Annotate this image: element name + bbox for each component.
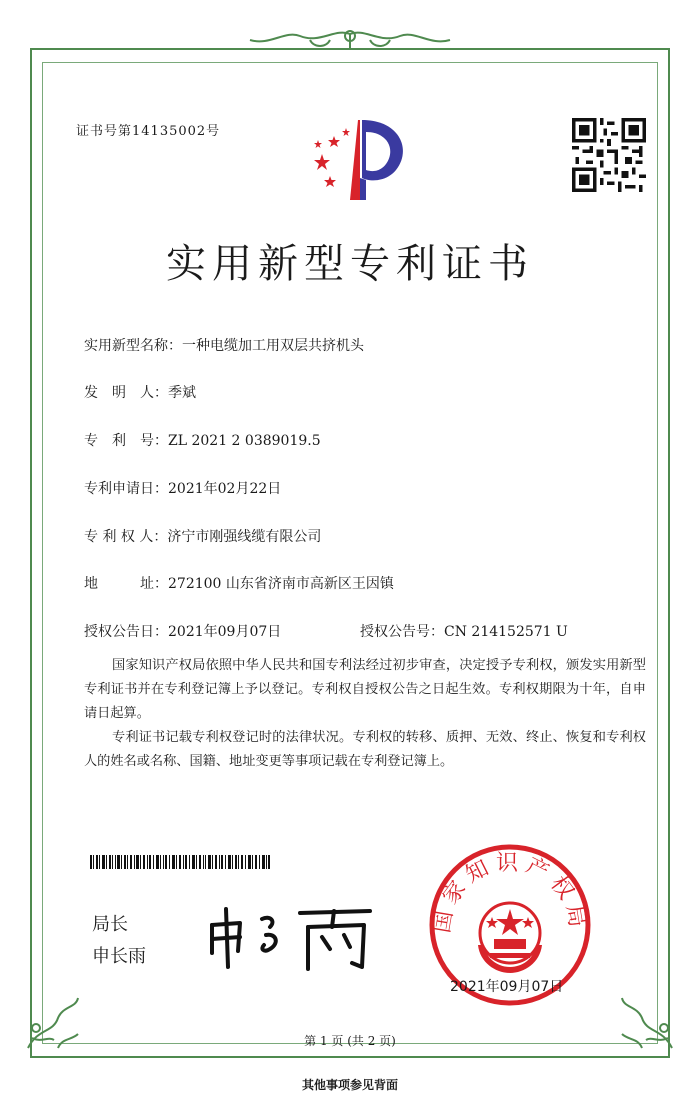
utility-name-label: 实用新型名称： — [84, 338, 182, 354]
application-date-row — [84, 478, 281, 498]
utility-name-value: 一种电缆加工用双层共挤机头 — [182, 338, 364, 354]
address-row — [84, 573, 394, 593]
patentee-value: 济宁市刚强线缆有限公司 — [167, 529, 322, 545]
patentee-row — [84, 526, 321, 546]
inventor-row — [84, 382, 196, 402]
qr-code — [572, 118, 646, 192]
patentee-label: 专 利 权 人： — [84, 529, 168, 545]
address-label: 地 址： — [84, 576, 168, 592]
application-date-value: 2021年02月22日 — [168, 481, 282, 497]
patent-number-value: ZL 2021 2 0389019.5 — [168, 433, 321, 449]
grant-statement-paragraph: 国家知识产权局依照中华人民共和国专利法经过初步审查，决定授予专利权，颁发实用新型专利证书并在专利登记簿上予以登记。专利权自授权公告之日起生效。专利权期限为十年，自申请日起算。 — [84, 658, 646, 721]
grant-date-row — [84, 621, 281, 641]
director-title: 局长 — [92, 914, 128, 935]
top-ornament — [240, 26, 460, 66]
page-number: 第 1 页 (共 2 页) — [304, 1034, 396, 1048]
footer-note: 其他事项参见背面 — [301, 1078, 398, 1092]
certificate-title: 实用新型专利证书 — [166, 241, 534, 287]
patent-number-label: 专 利 号： — [84, 433, 168, 449]
legal-status-paragraph: 专利证书记载专利权登记时的法律状况。专利权的转移、质押、无效、终止、恢复和专利权人的姓名或名称、国籍、地址变更等事项记载在专利登记簿上。 — [84, 730, 646, 769]
handwritten-signature — [200, 895, 380, 975]
seal-date: 2021年09月07日 — [450, 979, 564, 995]
seal-text: 国家知识产权局 — [429, 851, 591, 935]
grant-number-row — [360, 621, 568, 641]
certificate-number: 证书号第14135002号 — [76, 124, 221, 139]
grant-number-label: 授权公告号： — [360, 624, 444, 640]
grant-date-value: 2021年09月07日 — [168, 624, 282, 640]
grant-number-value: CN 214152571 U — [444, 624, 568, 640]
inventor-label: 发 明 人： — [84, 385, 168, 401]
utility-name-row — [84, 335, 364, 355]
patent-number-row — [84, 430, 321, 450]
application-date-label: 专利申请日： — [84, 481, 168, 497]
inventor-value: 季斌 — [168, 385, 196, 401]
director-name: 申长雨 — [92, 946, 146, 967]
grant-date-label: 授权公告日： — [84, 624, 168, 640]
address-value: 272100 山东省济南市高新区王因镇 — [168, 576, 394, 592]
patent-office-logo — [300, 110, 420, 210]
barcode — [90, 855, 270, 869]
